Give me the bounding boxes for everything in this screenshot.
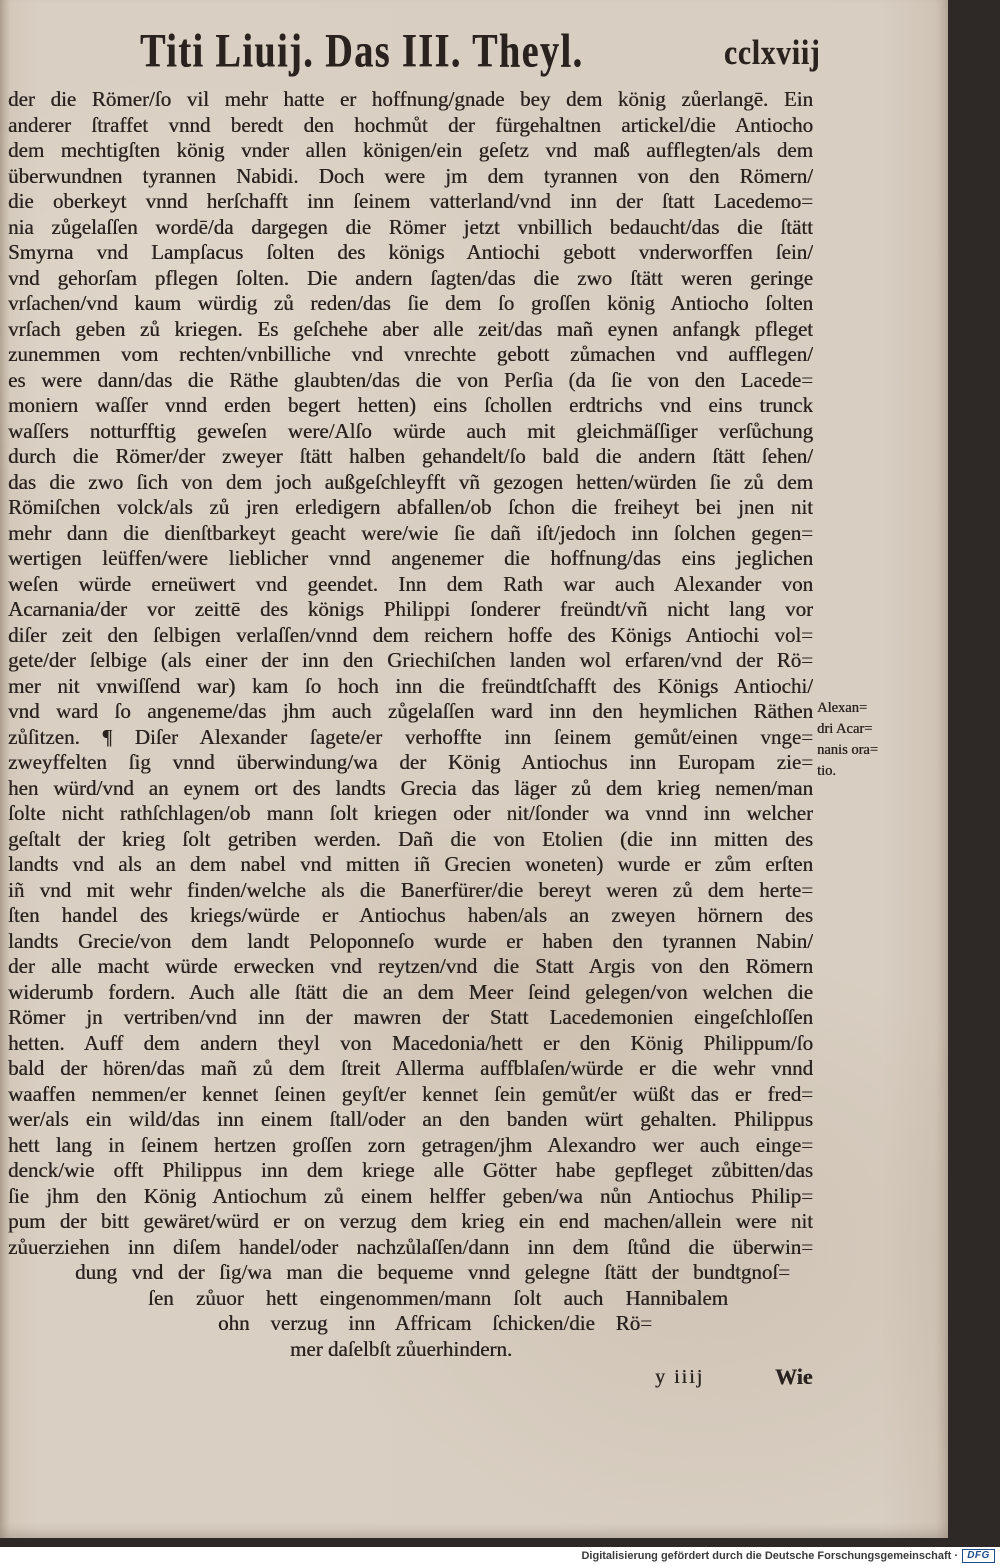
text-line: vnd ward ſo angeneme/das jhm auch zůgelaſſen ward inn den heymlichen Räthen [8,699,813,723]
text-line: überwundnen tyrannen Nabidi. Doch were jm dem tyrannen von den Römern/ [8,163,813,188]
text-line-tail: mer daſelbſt zůuerhindern. [290,1336,513,1361]
text-line: Smyrna vnd Lampſacus ſolten des königs Antiochi gebott vnderworffen ſein/ [8,240,813,264]
running-title: Titi Liuij. Das III. Theyl. [140,25,584,78]
text-line: vrſach geben zů kriegen. Es geſchehe aber alle zeit/das mañ eynen anfangk pfleget [8,316,813,341]
text-line: hett lang in ſeinem hertzen groſſen zorn getragen/jhm Alexandro wer auch einge= [8,1132,813,1157]
dfg-logo: DFG [962,1549,995,1563]
text-line: ſie jhm den König Antiochum zů einem helffer geben/wa nůn Antiochus Philip= [8,1183,813,1208]
main-text-block [8,87,813,1362]
text-line: denck/wie offt Philippus inn dem kriege alle Götter habe gepfleget zůbitten/das [8,1158,813,1182]
text-line: waaffen nemmen/er kennet ſeinen geyſt/er kennet ſein gemůt/er wüßt das er fred= [8,1081,813,1106]
text-line: mer nit vnwiſſend war) kam ſo hoch inn die freündtſchafft des Königs Antiochi/ [8,673,813,698]
text-line: landts Grecie/von dem landt Peloponneſo wurde er haben den tyrannen Nabin/ [8,928,813,953]
catchword: Wie [775,1364,813,1389]
text-line: es were dann/das die Räthe glaubten/das die von Perſia (da ſie von den Lacede= [8,367,813,392]
text-line: vrſachen/vnd kaum würdig zů reden/das ſie dem ſo groſſen könig Antiocho ſolten [8,291,813,315]
text-line: wertigen leüffen/were lieblicher vnnd angenemer die hoffnung/das eins jeglichen [8,546,813,570]
text-line: zweyffelten ſig vnnd überwindung/wa der König Antiochus inn Europam zie= [8,750,813,774]
signature-mark: y iiij [655,1366,705,1388]
text-line: bald der hören/das mañ zů dem ſtreit Allerma auffblaſen/würde er die wehr vnnd [8,1056,813,1080]
text-line: widerumb fordern. Auch alle ſtätt die an dem Meer ſeind gelegen/von welchen die [8,979,813,1004]
marginal-note-line: nanis ora= [817,742,878,758]
text-line: Römer jn vertriben/vnd inn der mawren der Statt Lacedemonien eingeſchloſſen [8,1005,813,1029]
text-line: das die zwo ſich von dem joch außgeſchleyfft vñ gezogen hetten/würden ſie zů dem [8,469,813,494]
text-line-tail: dung vnd der ſig/wa man die bequeme vnnd gelegne ſtätt der bundtgnoſ= [75,1260,790,1284]
text-line: anderer ſtraffet vnnd beredt den hochmůt der fürgehaltnen artickel/die Antiocho [8,112,813,137]
text-line: der die Römer/ſo vil mehr hatte er hoffnung/gnade bey dem könig zůerlangē. Ein [8,87,813,111]
text-line: vnd gehorſam pflegen ſolten. Die andern ſagten/das die zwo ſtätt weren geringe [8,265,813,290]
text-line: mehr dann die dienſtbarkeyt geacht were/wie ſie dañ iſt/jedoch inn ſolchen gegen= [8,520,813,545]
text-line: weſen würde erneüwert vnd geendet. Inn dem Rath war auch Alexander von [8,571,813,596]
text-line: dem mechtigſten könig vnder allen königen/ein geſetz vnd maß aufflegten/als dem [8,138,813,162]
text-line: geſtalt der krieg ſolt getriben werden. Dañ die von Etolien (die inn mitten des [8,826,813,851]
text-line: hetten. Auff dem andern theyl von Macedonia/hett er den König Philippum/ſo [8,1030,813,1055]
funding-bar [0,1547,1000,1566]
text-line: zůuerziehen inn diſem handel/oder nachzůlaſſen/dann inn dem ſtůnd die überwin= [8,1234,813,1259]
text-line: zunemmen vom rechten/vnbilliche vnd vnrechte gebott zůmachen vnd aufflegen/ [8,342,813,366]
funding-notice: Digitalisierung gefördert durch die Deutsche Forschungsgemeinschaft · [581,1550,958,1562]
text-line: waſſers notturfftig geweſen were/Alſo würde auch mit gleichmäſſiger verſůchung [8,418,813,443]
text-line-tail: ſen zůuor hett eingenommen/mann ſolt auch Hannibalem [148,1285,728,1310]
text-line: durch die Römer/der zweyer ſtätt halben gehandelt/ſo bald die andern ſtätt ſehen/ [8,444,813,468]
marginal-note-line: Alexan= [817,700,868,716]
text-line: diſer zeit den ſelbigen verlaſſen/vnnd dem reichern hoffe des Königs Antiochi vol= [8,622,813,647]
text-line: landts vnd als an dem nabel vnd mitten iñ Grecien woneten) wurde er zům erſten [8,852,813,876]
text-line-tail: ohn verzug inn Affricam ſchicken/die Rö= [218,1311,652,1335]
text-line: nia zůgelaſſen wordē/da dargegen die Römer jetzt vnbillich bedaucht/das die ſtätt [8,214,813,239]
marginal-note-line: tio. [817,763,836,779]
folio-number: cclxviij [724,34,821,73]
text-line: gete/der ſelbige (als einer der inn den Griechiſchen landen wol erfaren/vnd der Rö= [8,648,813,672]
text-line: die oberkeyt vnnd herſchafft inn ſeinem vatterland/vnd inn der ſtatt Lacedemo= [8,189,813,213]
text-line: ſolte nicht rathſchlagen/ob mann ſolt kriegen oder nit/ſonder wa vnnd inn welcher [8,801,813,825]
text-line: iñ vnd mit wehr finden/welche als die Banerfürer/die bereyt weren zů dem herte= [8,877,813,902]
text-line: Acarnania/der vor zeittē des königs Philippi ſonderer freündt/vñ nicht lang vor [8,597,813,621]
text-line: der alle macht würde erwecken vnd reytzen/vnd die Statt Argis von den Römern [8,954,813,978]
text-line: Römiſchen volck/als zů jren erledigern abfallen/ob ſchon die freiheyt bei jnen nit [8,495,813,519]
marginal-note-line: dri Acar= [817,721,873,737]
text-line: pum der bitt gewäret/würd er on verzug dem krieg ein end machen/allein were nit [8,1209,813,1233]
text-line: hen würd/vnd an eynem ort des landts Grecia das läger zů dem krieg nemen/man [8,775,813,800]
text-line: zůſitzen. ¶ Diſer Alexander ſagete/er verhoffte inn ſeinem gemůt/einen vnge= [8,724,813,749]
text-line: moniern waſſer vnnd erden begert hetten) eins ſchollen erdtrichs vnd eins trunck [8,393,813,417]
text-line: ſten handel des kriegs/würde er Antiochus haben/als an zweyen hörnern des [8,903,813,927]
marginal-note [817,698,917,782]
text-line: wer/als ein wild/das inn einem ſtall/oder an den banden würt gehalten. Philippus [8,1107,813,1131]
